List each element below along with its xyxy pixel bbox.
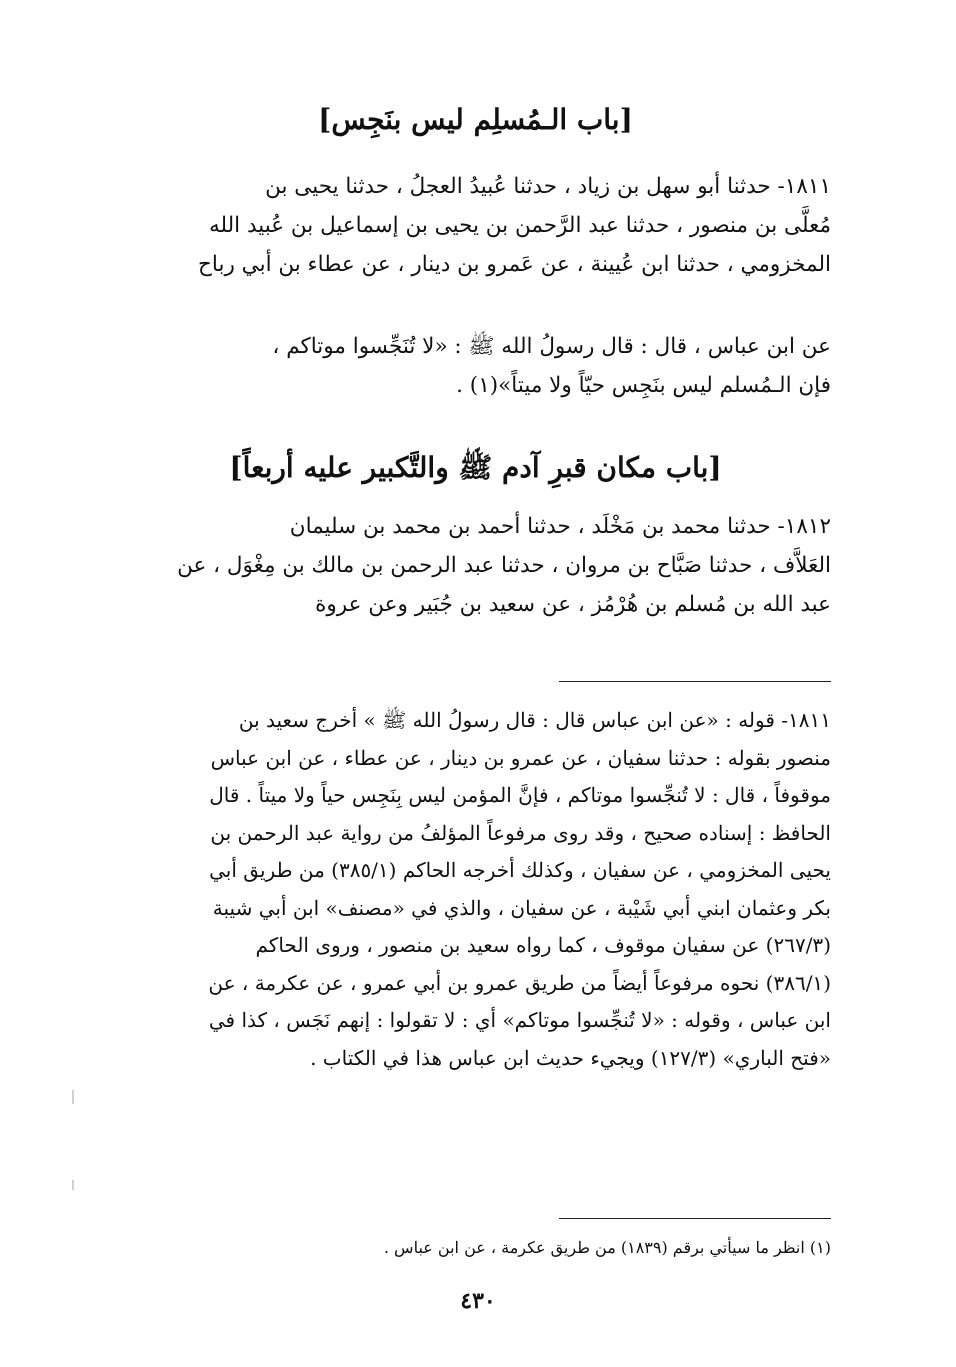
hadith-1811-matn xyxy=(120,327,831,405)
text-line: عبد الله بن مُسلم بن هُرْمُز ، عن سعيد بن جُبَير وعن عروة xyxy=(315,592,831,617)
chapter-heading-2: [باب مكان قبرِ آدم ﷺ والتَّكبير عليه أربعاً] xyxy=(229,451,722,484)
commentary-line: منصور بقوله : حدثنا سفيان ، عن عمرو بن دينار ، عن عطاء ، عن ابن عباس xyxy=(210,745,831,770)
commentary-line: يحيى المخزومي ، عن سفيان ، وكذلك أخرجه الحاكم (٣٨٥/١) من طريق أبي xyxy=(209,858,831,882)
commentary-block xyxy=(120,702,831,1077)
commentary-line: (٢٦٧/٣) عن سفيان موقوف ، كما رواه سعيد بن منصور ، وروى الحاكم xyxy=(255,933,831,957)
text-line: ١٨١١- حدثنا أبو سهل بن زياد ، حدثنا عُبيدُ العجلُ ، حدثنا يحيى بن xyxy=(265,174,831,199)
commentary-line: الحافظ : إسناده صحيح ، وقد روى مرفوعاً المؤلفُ من رواية عبد الرحمن بن xyxy=(210,820,831,845)
commentary-line: ابن عباس ، وقوله : «لا تُنجِّسوا موتاكم» أي : لا تقولوا : إنهم نَجَس ، كذا في xyxy=(208,1008,831,1032)
footnote-divider xyxy=(559,1218,831,1219)
text-line: المخزومي ، حدثنا ابن عُيينة ، عن عَمرو بن دينار ، عن عطاء بن أبي رباح xyxy=(198,252,831,277)
commentary-line: ١٨١١- قوله : «عن ابن عباس قال : قال رسولُ الله ﷺ » أخرج سعيد بن xyxy=(238,708,831,732)
footnote: (١) انظر ما سيأتي برقم (١٨٣٩) من طريق عكرمة ، عن ابن عباس . xyxy=(383,1238,831,1257)
text-line: ١٨١٢- حدثنا محمد بن مَخْلَد ، حدثنا أحمد بن محمد بن سليمان xyxy=(289,514,831,539)
commentary-divider xyxy=(559,681,831,682)
hadith-1812-isnad xyxy=(120,507,831,624)
text-line: فإن الـمُسلم ليس بنَجِس حيّاً ولا ميتاً»(١) . xyxy=(456,373,831,398)
commentary-line: موقوفاً ، قال : لا تُنجِّسوا موتاكم ، فإنَّ المؤمن ليس بِنَجِس حياً ولا ميتاً . قال xyxy=(209,783,831,807)
scan-margin-mark xyxy=(72,1090,74,1104)
text-line: عن ابن عباس ، قال : قال رسولُ الله ﷺ : «لا تُنَجِّسوا موتاكم ، xyxy=(272,334,831,359)
commentary-line: «فتح الباري» (١٢٧/٣) ويجيء حديث ابن عباس هذا في الكتاب . xyxy=(310,1045,831,1070)
text-line: مُعلَّى بن منصور ، حدثنا عبد الرَّحمن بن يحيى بن إسماعيل بن عُبيد الله xyxy=(208,213,831,238)
text-line: العَلاَّف ، حدثنا صَبَّاح بن مروان ، حدثنا عبد الرحمن بن مالك بن مِغْوَل ، عن xyxy=(177,553,831,578)
hadith-1811-isnad xyxy=(120,167,831,284)
page-number: ٤٣٠ xyxy=(460,1288,496,1314)
commentary-line: (٣٨٦/١) نحوه مرفوعاً أيضاً من طريق عمرو بن أبي عمرو ، عن عكرمة ، عن xyxy=(208,970,831,995)
chapter-heading-1: [باب الـمُسلِم ليس بنَجِس] xyxy=(318,103,633,136)
commentary-line: بكر وعثمان ابني أبي شَيْبة ، عن سفيان ، والذي في «مصنف» ابن أبي شيبة xyxy=(212,895,831,920)
scan-margin-mark xyxy=(72,1180,74,1190)
